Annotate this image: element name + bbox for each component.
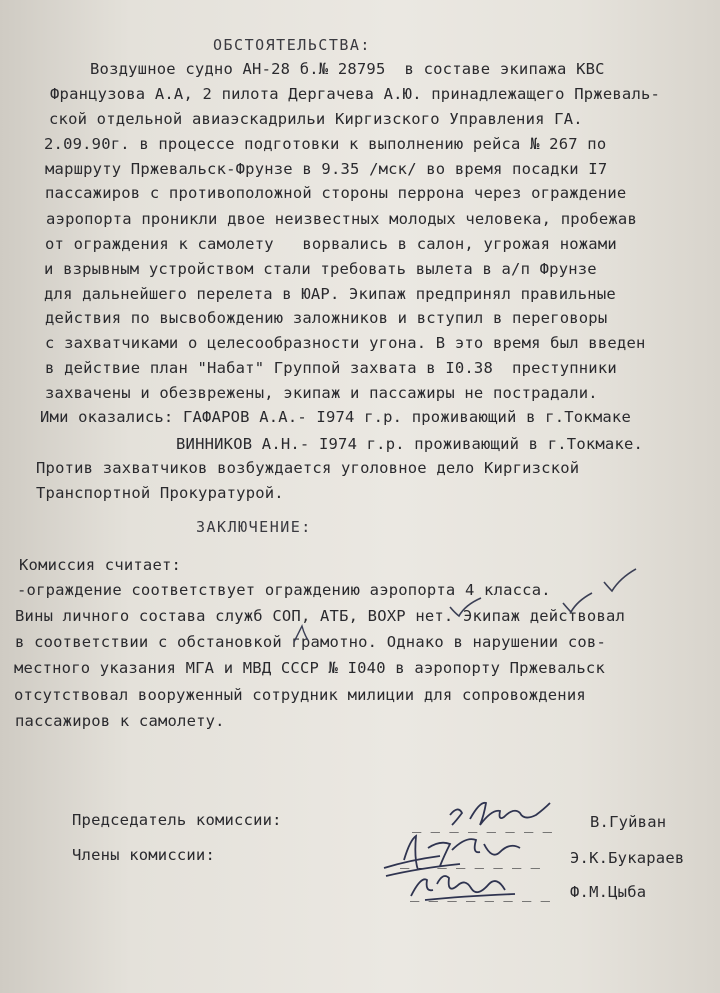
- text-line: захвачены и обезврежены, экипаж и пассажиры не пострадали.: [45, 384, 598, 402]
- heading-conclusion: ЗАКЛЮЧЕНИЕ:: [196, 518, 312, 536]
- member2-name: Ф.М.Цыба: [570, 883, 647, 901]
- text-line: пассажиров с противоположной стороны перрона через ограждение: [45, 184, 627, 202]
- correction-mark-icon: [290, 622, 314, 646]
- text-line: маршруту Пржевальск-Фрунзе в 9.35 /мск/ во время посадки I7: [45, 160, 608, 178]
- check-mark-icon: [447, 595, 487, 621]
- text-line: ВИННИКОВ А.Н.- I974 г.р. проживающий в г.Токмаке.: [176, 435, 644, 453]
- text-line: в соответствии с обстановкой грамотно. Однако в нарушении сов-: [15, 633, 606, 651]
- text-line: действия по высвобождению заложников и вступил в переговоры: [45, 309, 608, 327]
- text-line: и взрывным устройством стали требовать вылета в а/п Фрунзе: [44, 260, 597, 278]
- text-line: Транспортной Прокуратурой.: [36, 484, 284, 502]
- signature-blank: _ _ _ _ _ _ _ _: [410, 884, 550, 902]
- heading-circumstances: ОБСТОЯТЕЛЬСТВА:: [213, 36, 371, 54]
- signature-blank: _ _ _ _ _ _ _ _: [400, 851, 540, 869]
- text-line: ской отдельной авиаэскадрильи Киргизского Управления ГА.: [49, 110, 583, 128]
- text-line: Ими оказались: ГАФАРОВ А.А.- I974 г.р. проживающий в г.Токмаке: [40, 408, 631, 426]
- text-line: Против захватчиков возбуждается уголовное дело Киргизской: [36, 459, 580, 477]
- signature-blank: _ _ _ _ _ _ _ _: [412, 815, 552, 833]
- text-line: Вины личного состава служб СОП, АТБ, ВОХР нет. Экипаж действовал: [15, 607, 626, 625]
- check-mark-icon: [600, 566, 640, 594]
- chairman-label: Председатель комиссии:: [72, 811, 282, 829]
- member1-name: Э.К.Букараев: [570, 849, 685, 867]
- text-line: Воздушное судно АН-28 б.№ 28795 в составе экипажа КВС: [90, 60, 605, 78]
- text-line: аэропорта проникли двое неизвестных молодых человека, пробежав: [46, 210, 637, 228]
- text-line: от ограждения к самолету ворвались в салон, угрожая ножами: [45, 235, 617, 253]
- text-line: отсутствовал вооруженный сотрудник милиции для сопровождения: [14, 686, 586, 704]
- text-line: пассажиров к самолету.: [15, 712, 225, 730]
- text-line: для дальнейшего перелета в ЮАР. Экипаж предпринял правильные: [44, 285, 616, 303]
- members-label: Члены комиссии:: [72, 846, 215, 864]
- signature-member-2: [405, 866, 535, 906]
- text-line: в действие план "Набат" Группой захвата в I0.38 преступники: [45, 359, 617, 377]
- text-line: с захватчиками о целесообразности угона. В это время был введен: [45, 334, 646, 352]
- text-line: Комиссия считает:: [19, 556, 182, 574]
- text-line: Французова А.А, 2 пилота Дергачева А.Ю. принадлежащего Пржеваль-: [50, 85, 661, 103]
- text-line: 2.09.90г. в процессе подготовки к выполнению рейса № 267 по: [44, 135, 607, 153]
- check-mark-icon: [560, 590, 596, 616]
- chairman-name: В.Гуйван: [590, 813, 667, 831]
- text-line: местного указания МГА и МВД СССР № I040 в аэропорту Пржевальск: [14, 659, 605, 677]
- text-line: -ограждение соответствует ограждению аэропорта 4 класса.: [17, 581, 551, 599]
